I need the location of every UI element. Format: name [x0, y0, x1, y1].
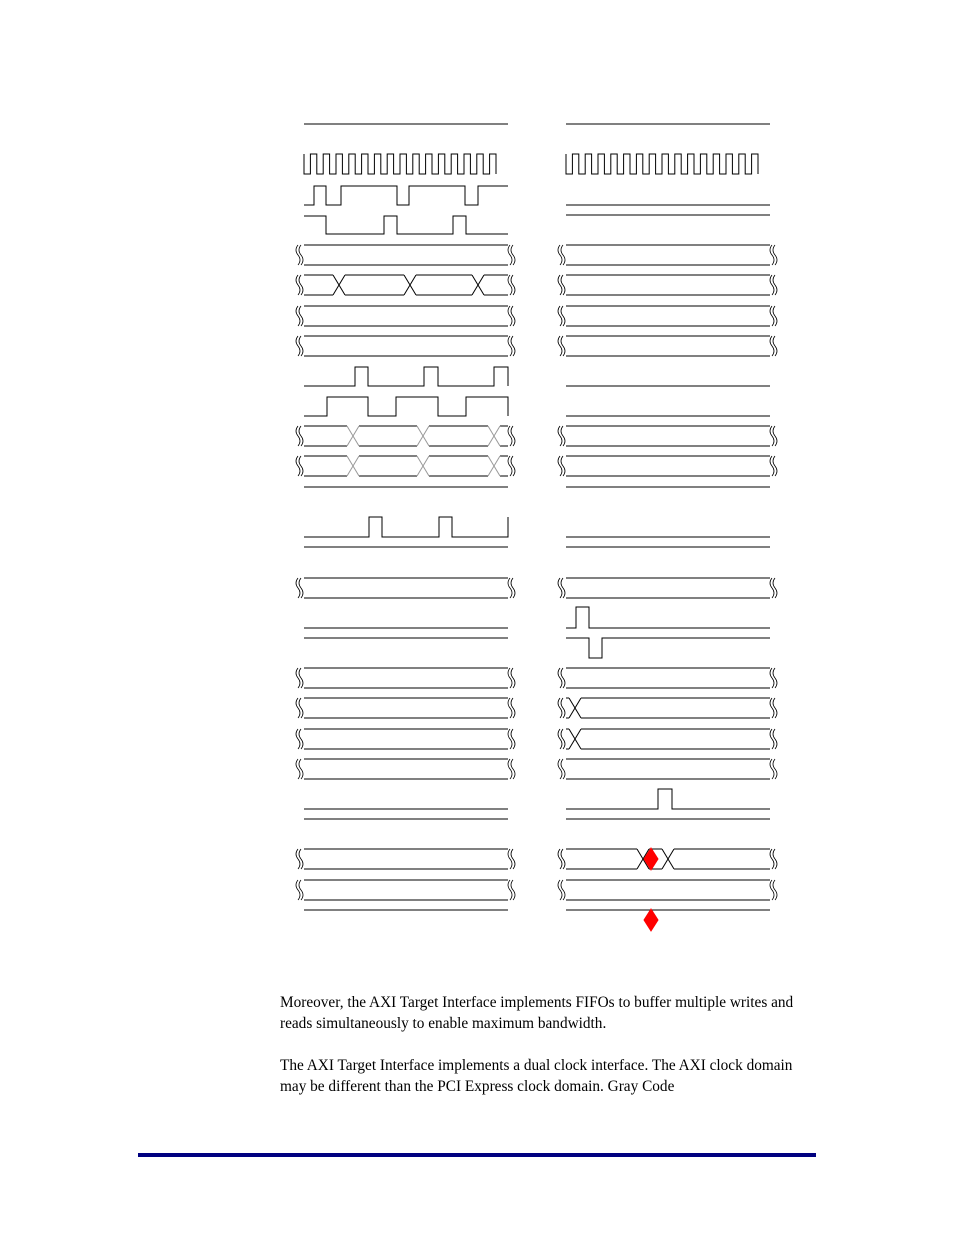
control-wave: [566, 638, 770, 658]
left-bus-7: [296, 578, 515, 598]
left-ctrl-2: [304, 216, 508, 234]
right-bus-3: [558, 306, 777, 326]
paragraph-dual-clock: The AXI Target Interface implements a dual clock interface. The AXI clock domain may be different than the PCI Express clock domain. Gray Code: [280, 1057, 793, 1095]
right-bus-8: [558, 668, 777, 688]
right-bus-2: [558, 275, 777, 295]
footer-rule: [138, 1153, 816, 1157]
control-wave: [304, 517, 508, 537]
right-bus-11: [558, 759, 777, 779]
right-bus-6: [558, 456, 777, 476]
right-bus-13: [558, 880, 777, 900]
clock-wave: [304, 154, 496, 174]
left-ctrl-4: [304, 397, 508, 416]
red-marker-1: [644, 848, 658, 870]
left-bus-13: [296, 880, 515, 900]
left-bus-11: [296, 759, 515, 779]
left-ctrl-5: [304, 517, 508, 537]
right-bus-4: [558, 336, 777, 356]
right-ctrl-2: [566, 638, 770, 658]
control-wave: [566, 789, 770, 809]
right-bus-7: [558, 578, 777, 598]
left-bus-2: [296, 275, 515, 295]
right-ctrl-3: [566, 789, 770, 809]
right-bus-1: [558, 245, 777, 265]
control-wave: [304, 367, 508, 386]
control-wave: [304, 397, 508, 416]
left-bus-12: [296, 849, 515, 869]
left-bus-6: [296, 456, 515, 476]
clock-wave: [566, 154, 758, 174]
left-bus-5: [296, 426, 515, 446]
left-bus-8: [296, 668, 515, 688]
right-clock: [566, 154, 758, 174]
control-wave: [566, 607, 770, 628]
left-bus-4: [296, 336, 515, 356]
right-bus-5: [558, 426, 777, 446]
right-bus-9: [558, 698, 777, 718]
paragraph-fifo-buffering: Moreover, the AXI Target Interface implements FIFOs to buffer multiple writes and reads simultaneously to enable maximum bandwidth.: [280, 994, 794, 1032]
left-ctrl-1: [304, 186, 508, 205]
left-clock: [304, 154, 496, 174]
left-ctrl-3: [304, 367, 508, 386]
right-bus-12: [558, 849, 777, 869]
red-marker-2: [644, 909, 658, 931]
left-bus-3: [296, 306, 515, 326]
control-wave: [304, 186, 508, 205]
left-bus-1: [296, 245, 515, 265]
right-bus-10: [558, 729, 777, 749]
left-bus-10: [296, 729, 515, 749]
right-ctrl-1: [566, 607, 770, 628]
left-bus-9: [296, 698, 515, 718]
control-wave: [304, 216, 508, 234]
